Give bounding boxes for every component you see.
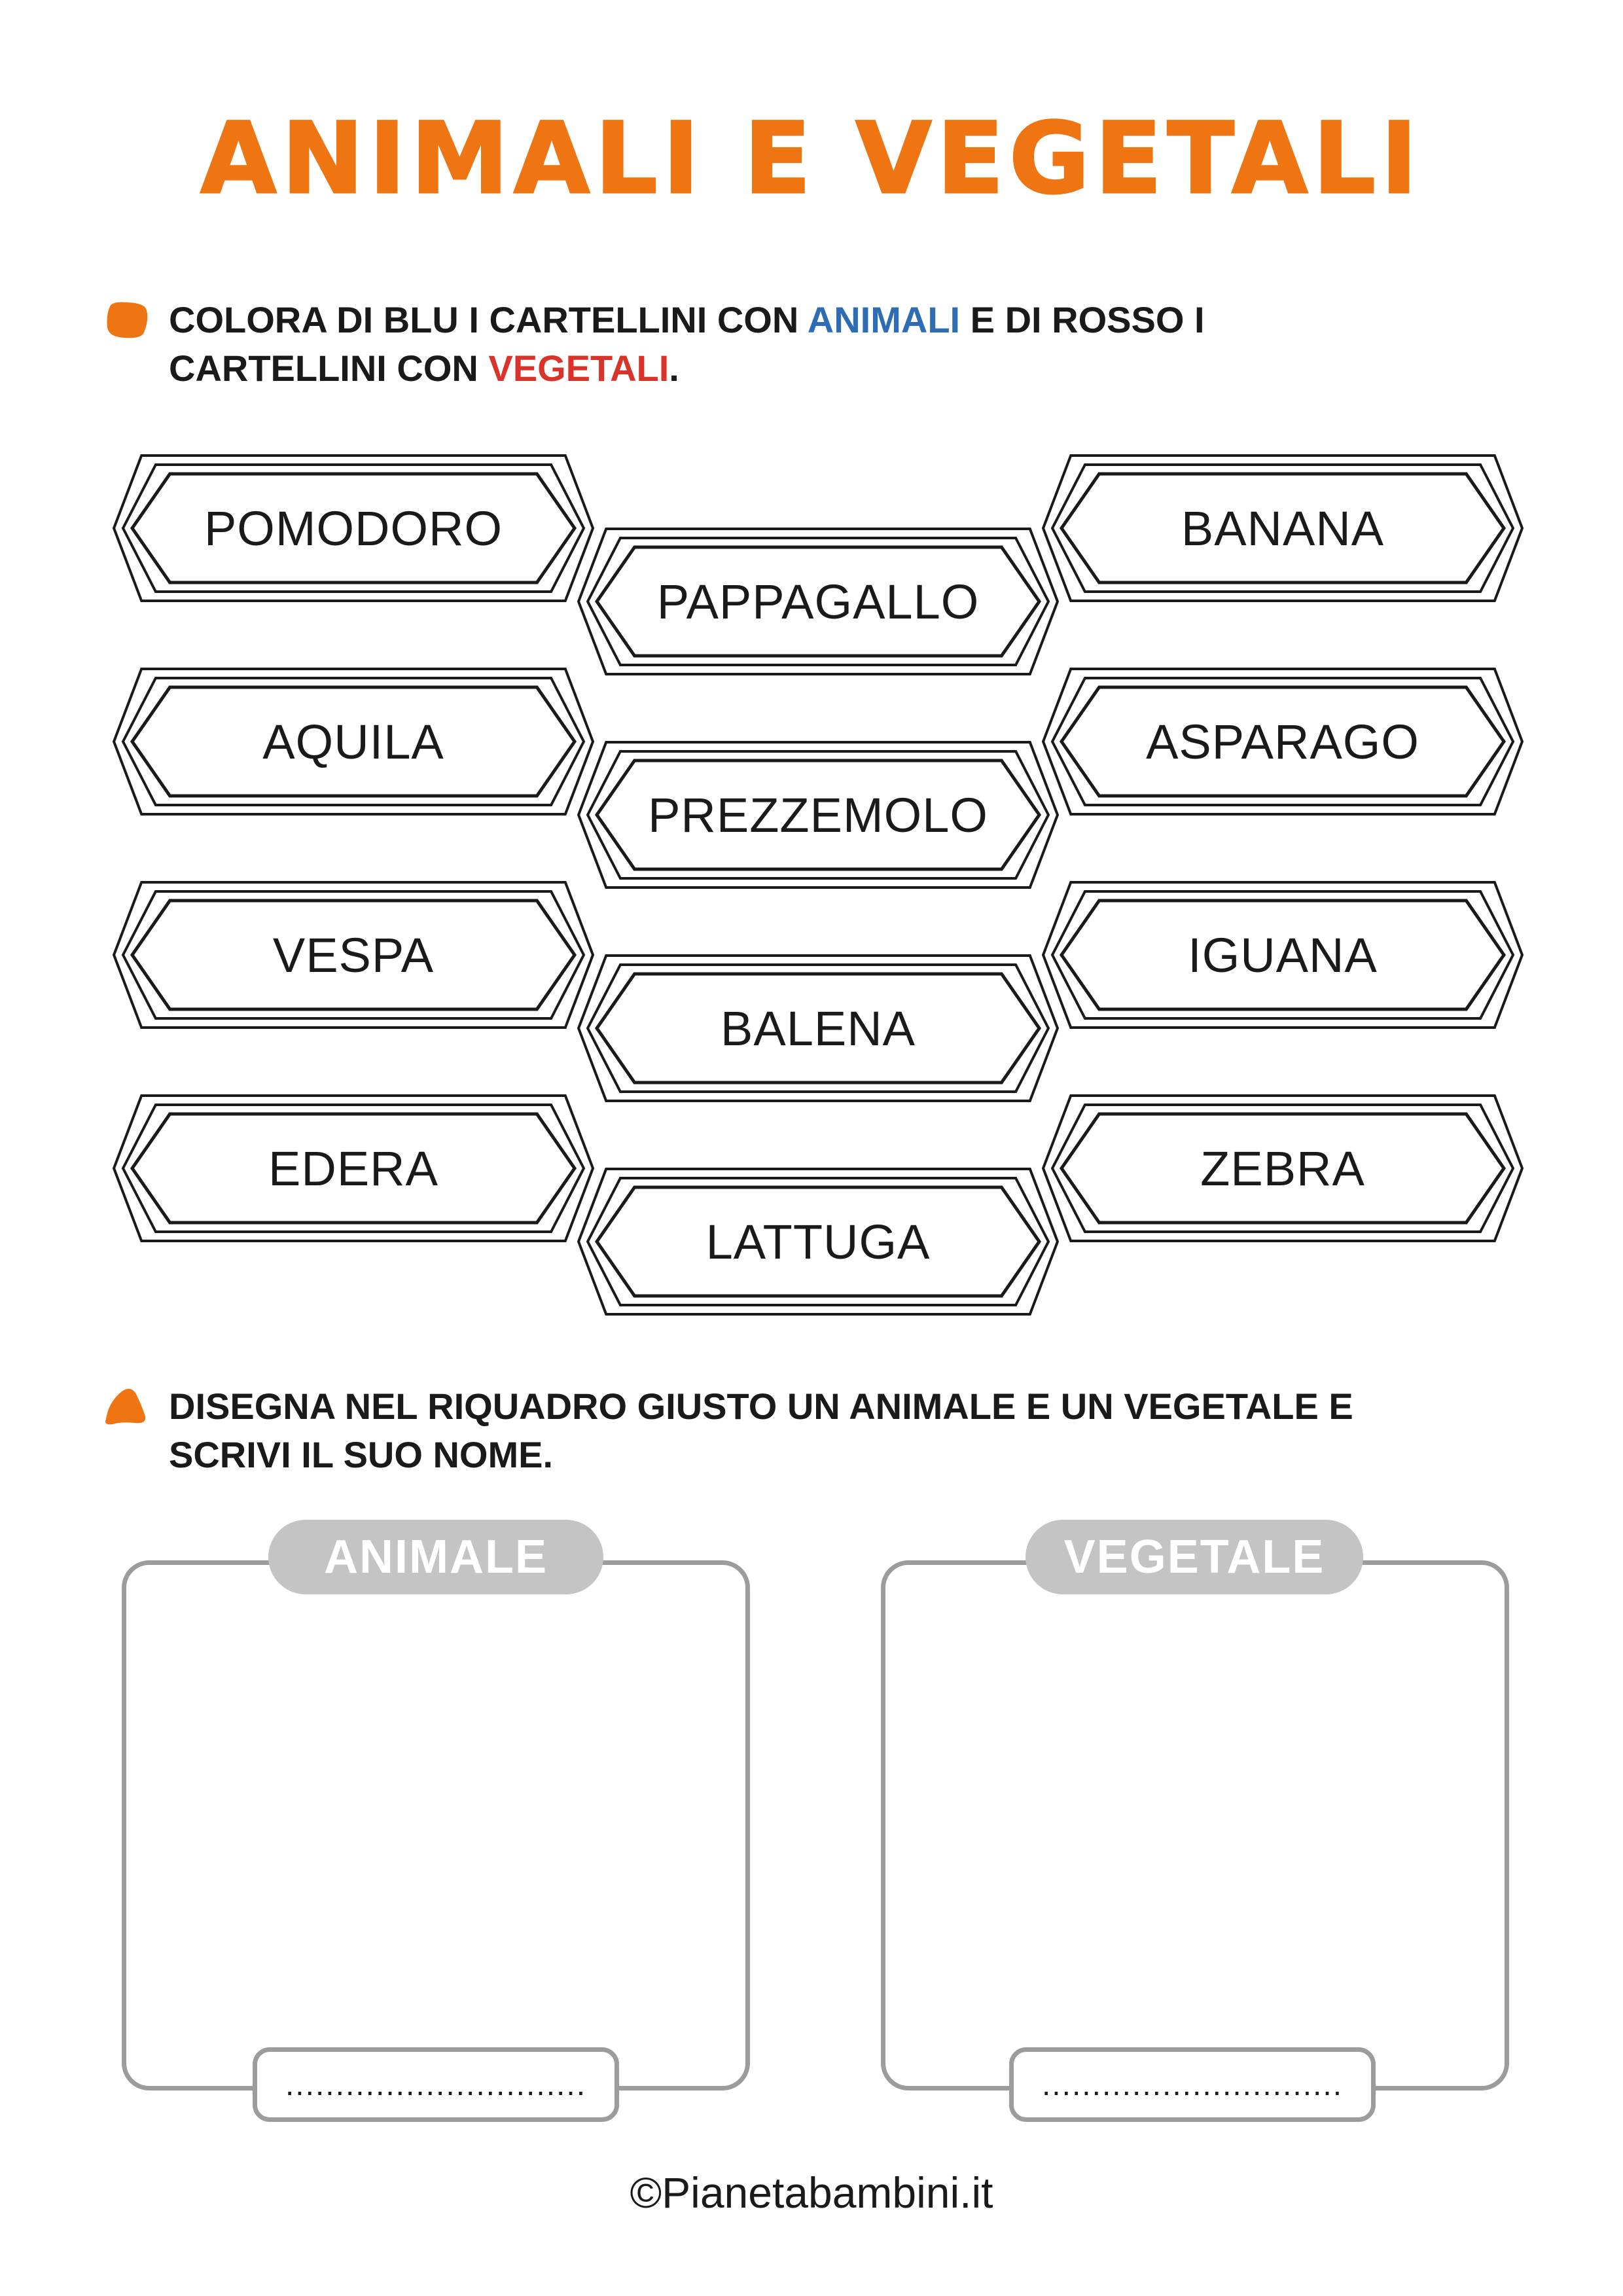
word-card[interactable] xyxy=(111,666,596,817)
word-card[interactable] xyxy=(576,526,1060,677)
page-title: ANIMALI E VEGETALI xyxy=(200,102,1423,216)
word-card-label: ASPARAGO xyxy=(1146,714,1419,769)
word-card[interactable] xyxy=(111,1093,596,1244)
instruction-draw: DISEGNA NEL RIQUADRO GIUSTO UN ANIMALE E UN VEGETALE E SCRIVI IL SUO NOME. xyxy=(169,1386,1353,1475)
vegetable-label-pill: VEGETALE xyxy=(1026,1520,1363,1594)
vegetable-name-field[interactable]: .............................. xyxy=(1009,2047,1376,2122)
word-card[interactable] xyxy=(576,953,1060,1103)
highlight-animali: ANIMALI xyxy=(807,299,961,340)
bullet-blob-icon xyxy=(105,301,151,340)
animal-label-pill: ANIMALE xyxy=(268,1520,603,1594)
word-card-label: LATTUGA xyxy=(705,1214,931,1269)
word-card-label: BALENA xyxy=(720,1001,916,1056)
word-card[interactable] xyxy=(576,740,1060,890)
word-card-label: EDERA xyxy=(268,1141,438,1196)
word-card-label: ZEBRA xyxy=(1200,1141,1365,1196)
word-card-label: PAPPAGALLO xyxy=(656,574,980,629)
word-card[interactable] xyxy=(111,453,596,603)
footer-copyright: ©Pianetabambini.it xyxy=(630,2168,993,2217)
highlight-vegetali: VEGETALI xyxy=(488,348,669,389)
word-card[interactable] xyxy=(1041,666,1525,817)
word-card[interactable] xyxy=(111,880,596,1030)
word-card-label: AQUILA xyxy=(262,714,444,769)
word-card[interactable] xyxy=(1041,453,1525,603)
word-card-label: PREZZEMOLO xyxy=(648,787,988,842)
word-card[interactable] xyxy=(1041,880,1525,1030)
word-card[interactable] xyxy=(576,1166,1060,1317)
animal-name-field[interactable]: .............................. xyxy=(253,2047,619,2122)
instruction-color: COLORA DI BLU I CARTELLINI CON ANIMALI E DI ROSSO I CARTELLINI CON VEGETALI. xyxy=(169,299,1205,389)
word-card-label: BANANA xyxy=(1181,501,1385,556)
word-card-label: VESPA xyxy=(272,927,435,982)
word-card-label: POMODORO xyxy=(204,501,503,556)
vegetable-drawing-box[interactable] xyxy=(881,1560,1509,2090)
animal-drawing-box[interactable] xyxy=(122,1560,750,2090)
bullet-blob-icon xyxy=(102,1386,148,1426)
word-card[interactable] xyxy=(1041,1093,1525,1244)
word-card-label: IGUANA xyxy=(1188,927,1378,982)
